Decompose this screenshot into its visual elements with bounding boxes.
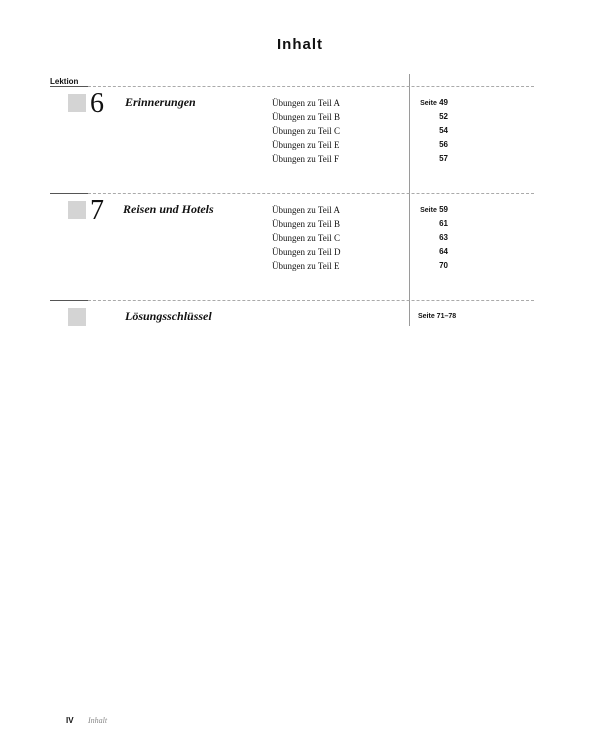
exercise-item[interactable]: Übungen zu Teil A bbox=[272, 98, 340, 108]
exercise-item[interactable]: Übungen zu Teil E bbox=[272, 261, 340, 271]
page-number bbox=[416, 96, 448, 110]
footer-running-title: Inhalt bbox=[88, 716, 108, 725]
lektion-column-label: Lektion bbox=[50, 77, 79, 86]
lesson-marker-box bbox=[68, 201, 86, 219]
exercise-item[interactable]: Übungen zu Teil B bbox=[272, 219, 340, 229]
exercise-item[interactable]: Übungen zu Teil C bbox=[272, 233, 340, 243]
exercise-item[interactable]: Übungen zu Teil E bbox=[272, 140, 340, 150]
page-value: 49 bbox=[439, 98, 448, 107]
page-title: Inhalt bbox=[277, 36, 323, 53]
exercise-item[interactable]: Übungen zu Teil B bbox=[272, 112, 340, 122]
section-dashed-rule bbox=[88, 86, 534, 87]
lesson-title[interactable]: Erinnerungen bbox=[125, 95, 196, 109]
answer-key-pages: Seite 71–78 bbox=[418, 313, 457, 320]
page-number: 54 bbox=[439, 126, 448, 135]
page-number: 70 bbox=[439, 261, 448, 270]
lesson-marker-box bbox=[68, 308, 86, 326]
page-number: 52 bbox=[439, 112, 448, 121]
page-number bbox=[416, 203, 448, 217]
page-number: 63 bbox=[439, 233, 448, 242]
exercise-item[interactable]: Übungen zu Teil F bbox=[272, 154, 339, 164]
exercise-item[interactable]: Übungen zu Teil C bbox=[272, 126, 340, 136]
section-dashed-rule bbox=[88, 193, 534, 194]
lesson-number: 7 bbox=[90, 195, 104, 226]
page-list bbox=[416, 203, 448, 273]
section-dashed-rule bbox=[88, 300, 534, 301]
page-prefix: Seite bbox=[420, 207, 437, 214]
page-number: 56 bbox=[439, 140, 448, 149]
answer-key-title[interactable]: Lösungsschlüssel bbox=[125, 309, 212, 323]
page-value: 59 bbox=[439, 205, 448, 214]
footer-page-number: IV bbox=[66, 716, 74, 725]
page-number: 64 bbox=[439, 247, 448, 256]
lesson-title[interactable]: Reisen und Hotels bbox=[123, 202, 214, 216]
exercise-item[interactable]: Übungen zu Teil D bbox=[272, 247, 341, 257]
section-rule bbox=[50, 86, 88, 87]
page-list bbox=[416, 96, 448, 166]
lesson-number: 6 bbox=[90, 88, 104, 119]
lesson-marker-box bbox=[68, 94, 86, 112]
page-number: 61 bbox=[439, 219, 448, 228]
section-rule bbox=[50, 193, 88, 194]
page-number: 57 bbox=[439, 154, 448, 163]
page-prefix: Seite bbox=[420, 100, 437, 107]
section-rule bbox=[50, 300, 88, 301]
exercise-item[interactable]: Übungen zu Teil A bbox=[272, 205, 340, 215]
